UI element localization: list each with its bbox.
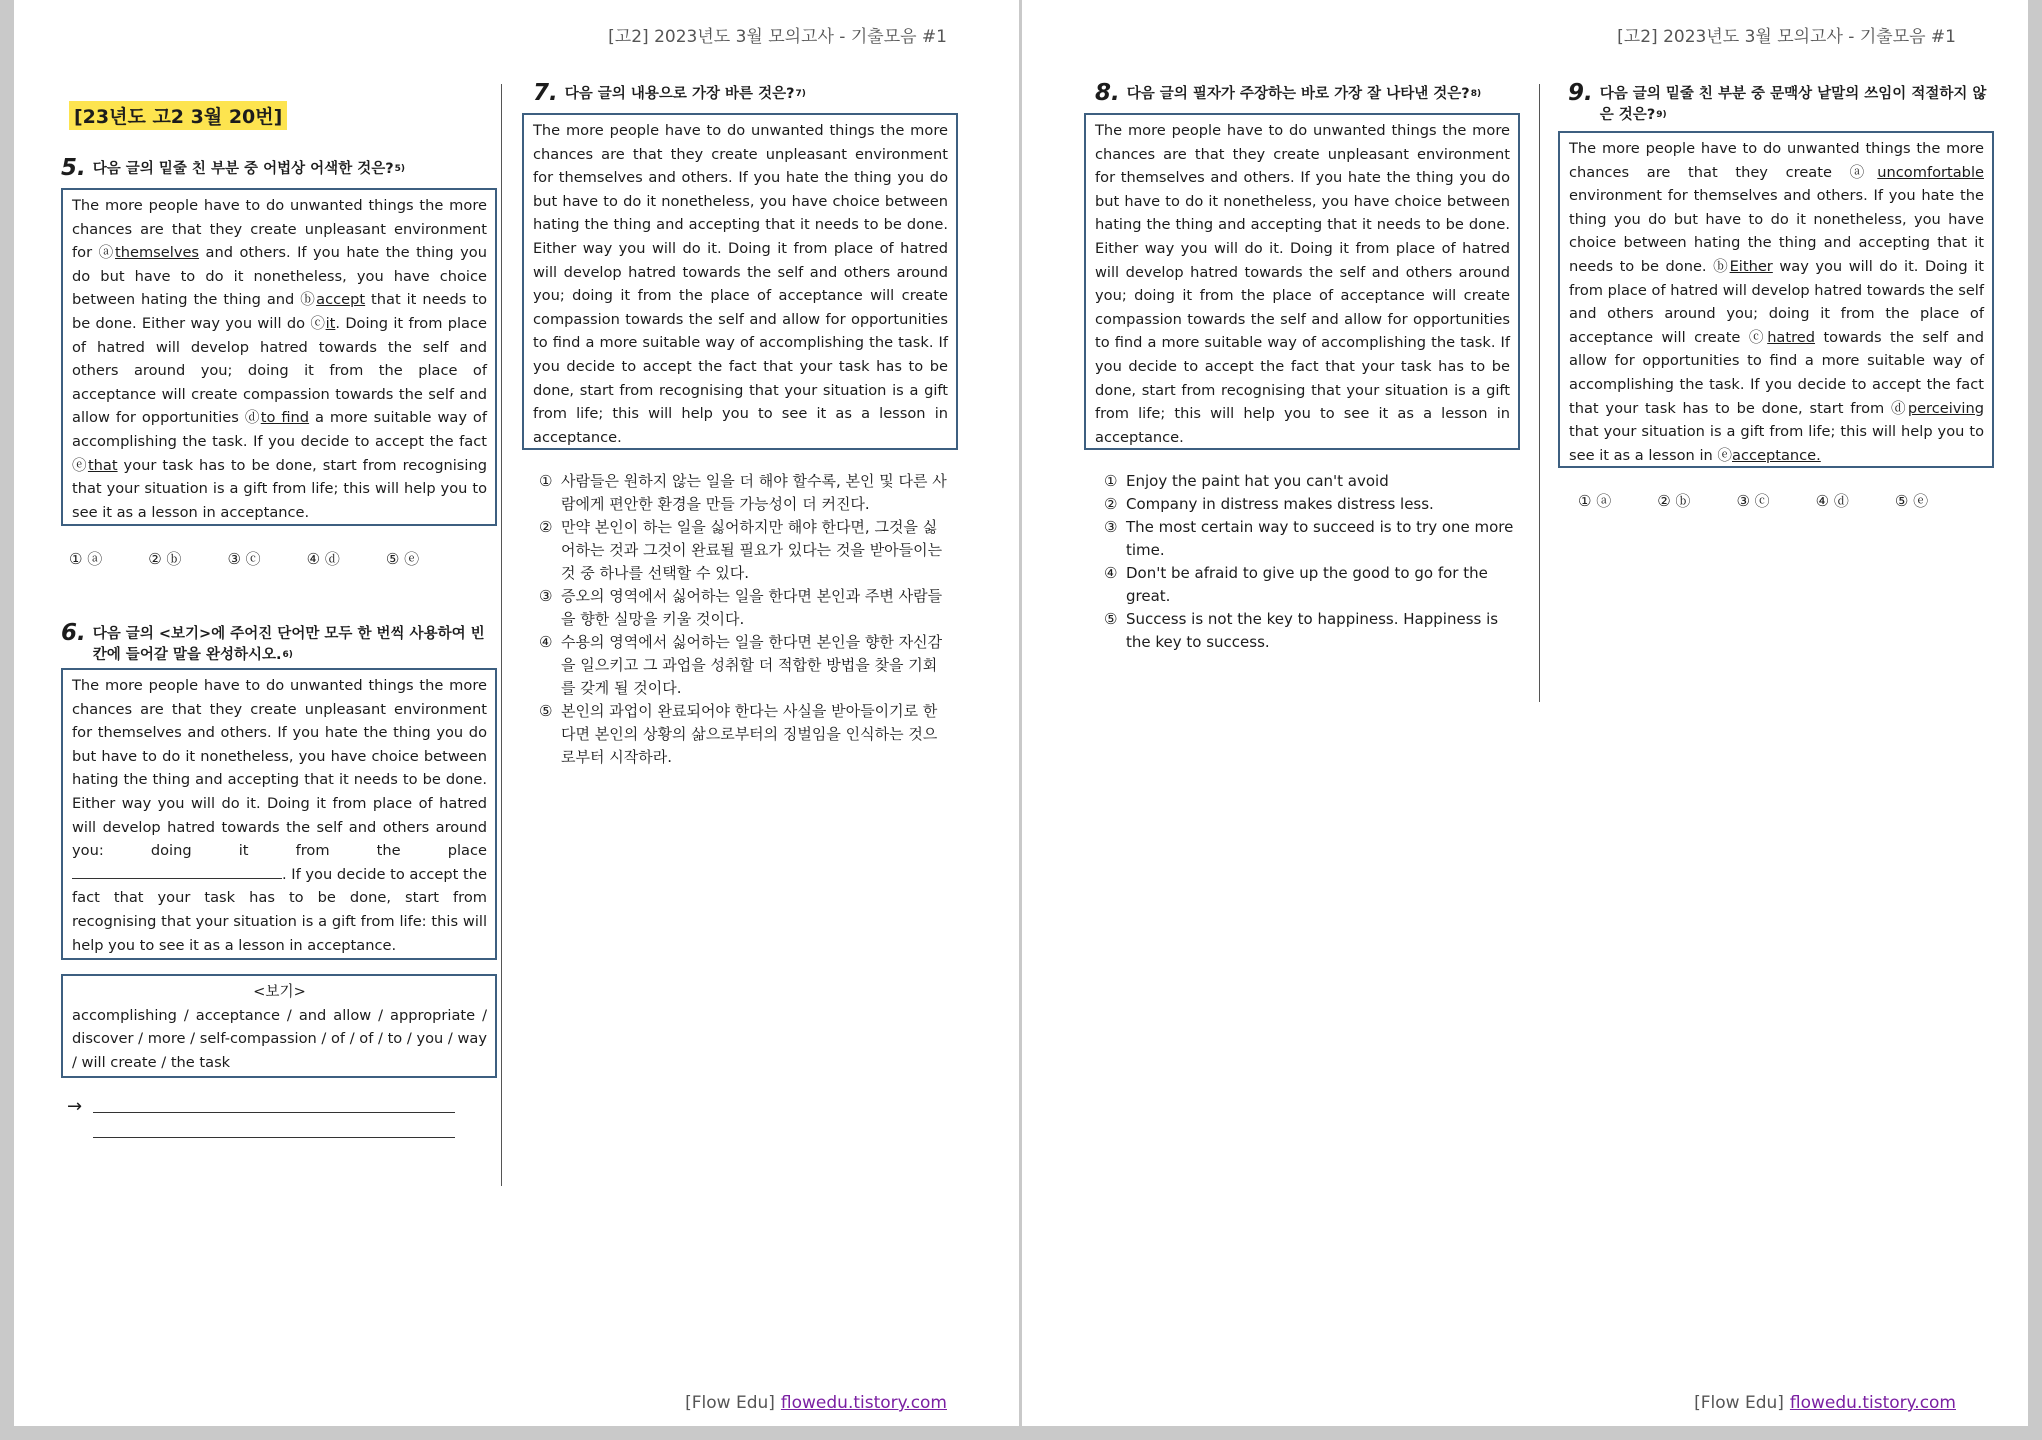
mark-a: ⓐ (98, 244, 116, 262)
question-title: 다음 글의 밑줄 친 부분 중 문맥상 낱말의 쓰임이 적절하지 않은 것은? (1599, 86, 1987, 123)
choice-3[interactable]: ③ ⓒ (227, 550, 261, 568)
question-5-choices (69, 548, 465, 569)
choice-4[interactable]: ④ ⓓ (306, 550, 340, 568)
option-4[interactable]: ④ 수용의 영역에서 싫어하는 일을 한다면 본인을 향한 자신감을 일으키고 그 과업을 성취할 더 적합한 방법을 찾을 기회를 갖게 될 것이다. (539, 633, 943, 697)
footnote-mark: 7) (795, 89, 806, 99)
choice-3[interactable]: ③ ⓒ (1736, 492, 1770, 510)
option-1[interactable]: ① 사람들은 원하지 않는 일을 더 해야 할수록, 본인 및 다른 사람에게 편안한 환경을 만들 가능성이 더 커진다. (539, 472, 947, 513)
footer-link[interactable]: flowedu.tistory.com (780, 1393, 947, 1413)
option-1[interactable]: ① Enjoy the paint hat you can't avoid (1104, 472, 1389, 490)
footer-link[interactable]: flowedu.tistory.com (1789, 1393, 1956, 1413)
option-3[interactable]: ③ 증오의 영역에서 싫어하는 일을 한다면 본인과 주변 사람들을 향한 실망을 키울 것이다. (539, 587, 943, 628)
fill-in-blank[interactable] (72, 865, 282, 879)
choice-1[interactable]: ① ⓐ (69, 550, 103, 568)
page-header: [고2] 2023년도 3월 모의고사 - 기출모음 #1 (1617, 27, 1956, 47)
question-number: 9. (1568, 80, 1593, 106)
choice-2[interactable]: ② ⓑ (148, 550, 182, 568)
question-5-heading (61, 157, 486, 180)
underlined-word-e: acceptance. (1732, 446, 1821, 464)
underlined-word-d: perceiving (1907, 399, 1984, 417)
question-number: 8. (1095, 80, 1120, 106)
choice-5[interactable]: ⑤ ⓔ (1894, 492, 1929, 510)
page-right (1022, 0, 2028, 1426)
mark-b: ⓑ (300, 291, 317, 309)
choice-2[interactable]: ② ⓑ (1657, 492, 1691, 510)
footnote-mark: 8) (1470, 89, 1482, 99)
mark-c: ⓒ (310, 314, 326, 332)
question-6-passage: The more people have to do unwanted things the more chances are that they create unpleasant environment for themselves and others. If you hate the thing you do but have to do it nonetheless, you have choice between hating the thing and accepting that it needs to be done. Either way you will do it. Doing it from place of hatred will develop hatred towards the self and others around you: doing it from the place . If you decide to accept the fact that your task has to be done, start from recognising that your situation is a gift from life: this will help you to see it as a lesson in acceptance. (61, 668, 497, 960)
mark-b: ⓑ (1713, 257, 1730, 275)
footnote-mark: 9) (1656, 110, 1667, 120)
question-8-options (1104, 470, 1516, 654)
footnote-mark: 6) (282, 650, 293, 660)
bogi-box (61, 974, 497, 1078)
option-5[interactable]: ⑤ 본인의 과업이 완료되어야 한다는 사실을 받아들이기로 한다면 본인의 상황의 삶으로부터의 징벌임을 인식하는 것으로부터 시작하라. (539, 702, 938, 766)
footer-brand: [Flow Edu] (1694, 1393, 1784, 1413)
page-header: [고2] 2023년도 3월 모의고사 - 기출모음 #1 (608, 27, 947, 47)
footer-brand: [Flow Edu] (685, 1393, 775, 1413)
mark-c: ⓒ (1748, 328, 1768, 346)
bogi-title: <보기> (253, 983, 306, 1000)
question-number: 7. (533, 80, 558, 106)
page-left (14, 0, 1019, 1426)
option-4[interactable]: ④ Don't be afraid to give up the good to go for the great. (1104, 564, 1488, 605)
choice-4[interactable]: ④ ⓓ (1815, 492, 1849, 510)
option-3[interactable]: ③ The most certain way to succeed is to try one more time. (1104, 518, 1514, 559)
question-7-heading (533, 82, 963, 105)
question-8-passage: The more people have to do unwanted things the more chances are that they create unpleasant environment for themselves and others. If you hate the thing you do but have to do it nonetheless, you have choice between hating the thing and accepting that it needs to be done. Either way you will do it. Doing it from place of hatred will develop hatred towards the self and others around you; doing it from the place of acceptance will create compassion towards the self and allow for opportunities to find a more suitable way of accomplishing the task. If you decide to accept the fact that your task has to be done, start from recognising that your situation is a gift from life; this will help you to see it as a lesson in acceptance. (1084, 113, 1520, 450)
question-9-choices (1578, 490, 1974, 511)
question-7-options (539, 470, 949, 769)
page-footer (1694, 1393, 1956, 1413)
question-7-passage: The more people have to do unwanted things the more chances are that they create unpleasant environment for themselves and others. If you hate the thing you do but have to do it nonetheless, you have choice between hating the thing and accepting that it needs to be done. Either way you will do it. Doing it from place of hatred will develop hatred towards the self and others around you; doing it from the place of acceptance will create compassion towards the self and allow for opportunities to find a more suitable way of accomplishing the task. If you decide to accept the fact that your task has to be done, start from recognising that your situation is a gift from life; this will help you to see it as a lesson in acceptance. (522, 113, 958, 450)
question-8-heading (1095, 82, 1515, 105)
question-title: 다음 글의 <보기>에 주어진 단어만 모두 한 번씩 사용하여 빈칸에 들어갈 말을 완성하시오. (92, 626, 485, 663)
question-9-heading (1568, 82, 2000, 126)
mark-e: ⓔ (1717, 446, 1732, 464)
page-footer (685, 1393, 947, 1413)
question-9-passage: The more people have to do unwanted things the more chances are that they create ⓐuncomfortable environment for themselves and others. If you hate the thing you do but have to do it nonetheless, you have choice between hating the thing and accepting that it needs to be done. ⓑEither way you will do it. Doing it from place of hatred will develop hatred towards the self and others around you; doing it from the place of acceptance will create ⓒhatred towards the self and allow for opportunities to find a more suitable way of accomplishing the task. If you decide to accept the fact that your task has to be done, start from ⓓperceiving that your situation is a gift from life; this will help you to see it as a lesson in ⓔacceptance. (1558, 131, 1994, 468)
mark-d: ⓓ (1891, 399, 1908, 417)
underlined-word-c: it (325, 314, 336, 332)
bogi-word-list: accomplishing / acceptance / and allow / appropriate / discover / more / self-compassion / of / of / to / you / way / will create / the task (72, 1006, 487, 1071)
underlined-word-c: hatred (1767, 328, 1816, 346)
answer-line-2[interactable] (93, 1137, 455, 1138)
mark-a: ⓐ (1849, 163, 1878, 181)
question-5-passage: The more people have to do unwanted things the more chances are that they create unpleasant environment for ⓐthemselves and others. If you hate the thing you do but have to do it nonetheless, you have choice between hating the thing and ⓑaccept that it needs to be done. Either way you will do ⓒit. Doing it from place of hatred will develop hatred towards the self and others around you; doing it from the place of acceptance will create compassion towards the self and allow for opportunities ⓓto find a more suitable way of accomplishing the task. If you decide to accept the fact ⓔthat your task has to be done, start from recognising that your situation is a gift from life; this will help you to see it as a lesson in acceptance. (61, 188, 497, 526)
question-title: 다음 글의 필자가 주장하는 바로 가장 잘 나타낸 것은? (1126, 86, 1470, 102)
question-number: 6. (61, 620, 86, 646)
choice-5[interactable]: ⑤ ⓔ (385, 550, 420, 568)
underlined-word-b: Either (1729, 257, 1773, 275)
underlined-word-a: themselves (115, 244, 200, 262)
underlined-word-a: uncomfortable (1877, 163, 1984, 181)
choice-1[interactable]: ① ⓐ (1578, 492, 1612, 510)
underlined-word-b: accept (316, 291, 366, 309)
column-divider (1539, 84, 1540, 702)
underlined-word-e: that (87, 456, 118, 474)
question-number: 5. (61, 155, 86, 181)
answer-arrow: → (67, 1096, 83, 1117)
mark-e: ⓔ (72, 456, 88, 474)
option-2[interactable]: ② 만약 본인이 하는 일을 싫어하지만 해야 한다면, 그것을 싫어하는 것과 그것이 완료될 필요가 있다는 것을 받아들이는 것 중 하나를 선택할 수 있다. (539, 518, 943, 582)
mark-d: ⓓ (244, 409, 261, 427)
question-6-heading (61, 622, 486, 666)
question-title: 다음 글의 내용으로 가장 바른 것은? (564, 86, 795, 102)
column-divider (501, 84, 502, 1186)
underlined-word-d: to find (260, 409, 310, 427)
section-tag: [23년도 고2 3월 20번] (69, 101, 287, 130)
option-5[interactable]: ⑤ Success is not the key to happiness. Happiness is the key to success. (1104, 610, 1499, 651)
answer-line-1[interactable] (93, 1112, 455, 1113)
option-2[interactable]: ② Company in distress makes distress less. (1104, 495, 1434, 513)
question-title: 다음 글의 밑줄 친 부분 중 어법상 어색한 것은? (92, 161, 394, 177)
footnote-mark: 5) (394, 164, 406, 174)
